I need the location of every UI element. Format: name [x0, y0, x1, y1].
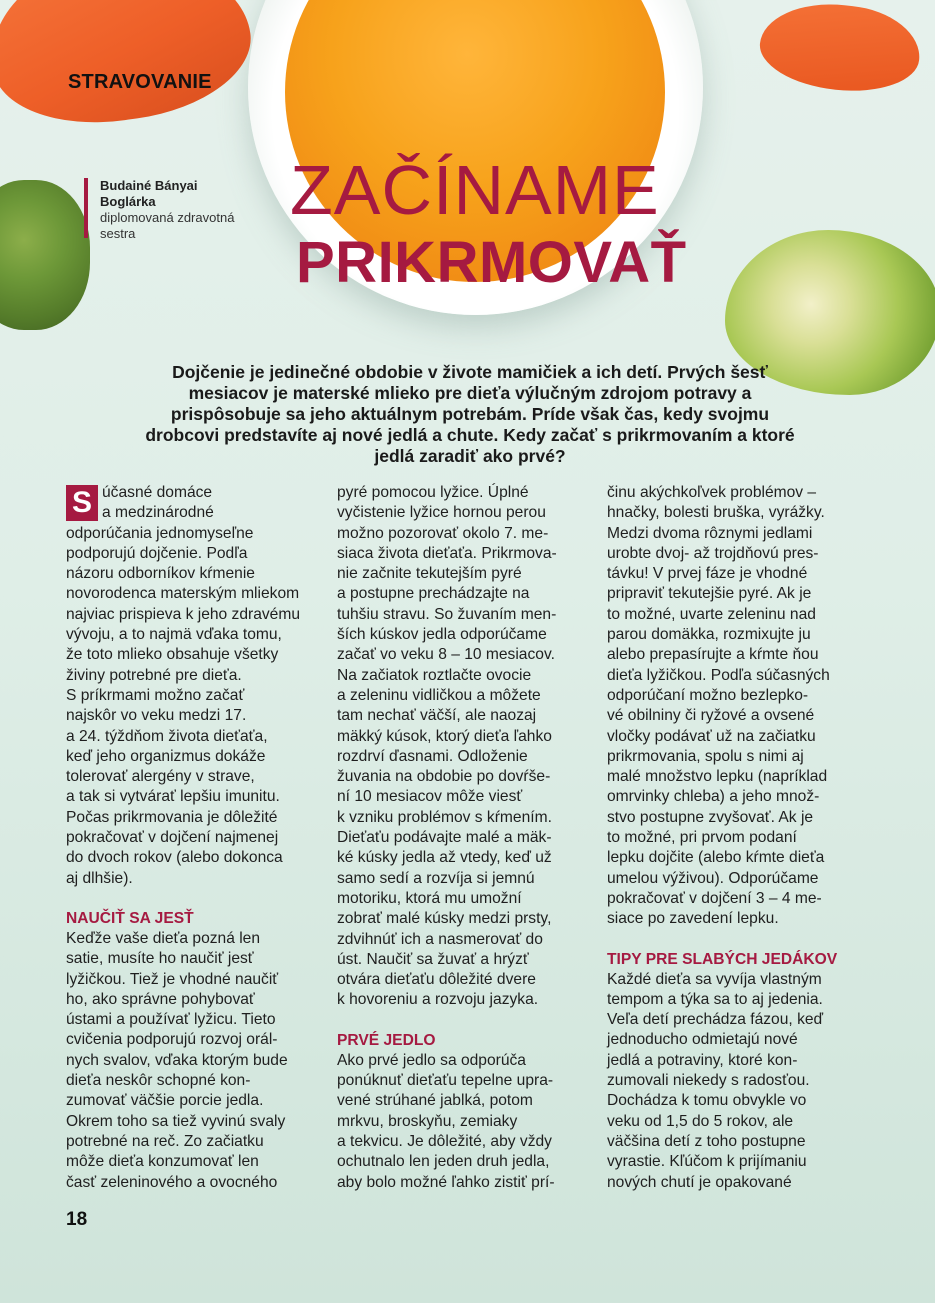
author-role: diplomovaná zdravotná sestra [100, 210, 235, 241]
intro-paragraph-block [66, 483, 324, 889]
subhead-tips-picky-eaters: TIPY PRE SLABÝCH JEDÁKOV [607, 950, 838, 968]
article-title-line1: ZAČÍNAME [290, 151, 660, 229]
text-column-2 [337, 483, 595, 1193]
body-paragraph: pyré pomocou lyžice. Úplné vyčistenie lyžice hornou perou možno pozorovať okolo 7. me- siaca života dieťaťa. Prikrmova- nie začnite tekutejším pyré a postupne prechádzajte na tuhšiu stravu. So žuvaním men- ších kúskov jedla odporúčame začať vo veku 8 – 10 mesiacov. Na začiatok roztlačte ovocie a zeleninu vidličkou a môžete tam nechať väčší, ale naozaj mäkký kúsok, ktorý dieťa ľahko rozdrví ďasnami. Odloženie žuvania na obdobie po dovŕše- ní 10 mesiacov môže viesť k vzniku problémov s kŕmením. Dieťaťu podávajte malé a mäk- ké kúsky jedla až vtedy, keď už samo sedí a rozvíja si jemnú motoriku, ktorá mu umožní zobrať malé kúsky medzi prsty, zdvihnúť ich a nasmerovať do úst. Naučiť sa žuvať a hrýzť otvára dieťaťu dôležité dvere k hovoreniu a rozvoju jazyka. [337, 484, 557, 1009]
author-name: Budainé Bányai Boglárka [100, 178, 198, 209]
page-number: 18 [66, 1209, 88, 1230]
lead-paragraph: Dojčenie je jedinečné obdobie v živote mamičiek a ich detí. Prvých šesť mesiacov je materské mlieko pre dieťa výlučným zdrojom potravy a prispôsobuje sa jeho aktuálnym potrebám. Príde však čas, kedy svojmu drobcovi predstavíte aj nové jedlá a chute. Kedy začať s prikrmovaním a ktoré jedlá zaradiť ako prvé? [145, 362, 795, 466]
drop-cap: S [66, 485, 98, 521]
intro-paragraph: účasné domáce a medzinárodné odporúčania jednomyseľne podporujú dojčenie. Podľa názoru odborníkov kŕmenie novorodenca materským mliekom najviac prispieva k jeho zdravému vývoju, a to najmä vďaka tomu, že toto mlieko obsahuje všetky živiny potrebné pre dieťa. S príkrmami možno začať najskôr vo veku medzi 17. a 24. týždňom života dieťaťa, keď jeho organizmus dokáže tolerovať alergény v strave, a tak si vytvárať lepšiu imunitu. Počas prikrmovania je dôležité pokračovať v dojčení najmenej do dvoch rokov (alebo dokonca aj dlhšie). [66, 484, 301, 887]
body-paragraph: činu akýchkoľvek problémov – hnačky, bolesti bruška, vyrážky. Medzi dvoma rôznymi jedlami urobte dvoj- až trojdňovú pres- távku! V prvej fáze je vhodné pripraviť tekutejšie pyré. Ak je to možné, uvarte zeleninu nad parou domäkka, rozmixujte ju alebo prepasírujte a kŕmte ňou dieťa lyžičkou. Podľa súčasných odporúčaní možno bezlepko- vé obilniny či ryžové a ovsené vločky podávať už na začiatku prikrmovania, spolu s nimi aj malé množstvo lepku (napríklad omrvinky chleba) a jeho množ- stvo postupne zvyšovať. Ak je to možné, pri prvom podaní lepku dojčite (alebo kŕmte dieťa umelou výživou). Odporúčame pokračovať v dojčení 3 – 4 me- siace po zavedení lepku. [607, 484, 830, 928]
text-column-1 [66, 483, 324, 1193]
body-paragraph: Keďže vaše dieťa pozná len satie, musíte ho naučiť jesť lyžičkou. Tiež je vhodné naučiť ho, ako správne pohybovať ústami a používať lyžicu. Tieto cvičenia podporujú rozvoj orál- nych svalov, vďaka ktorým bude dieťa neskôr schopné kon- zumovať väčšie porcie jedla. Okrem toho sa tiež vyvinú svaly potrebné na reč. Zo začiatku môže dieťa konzumovať len časť zeleninového a ovocného [66, 929, 288, 1191]
body-paragraph: Každé dieťa sa vyvíja vlastným tempom a týka sa to aj jedenia. Veľa detí prechádza fázou, keď jednoducho odmietajú nové jedlá a potraviny, ktoré kon- zumovali niekedy s radosťou. Dochádza k tomu obvykle vo veku od 1,5 do 5 rokov, ale väčšina detí z toho postupne vyrastie. Kľúčom k prijímaniu nových chutí je opakované [607, 970, 824, 1191]
author-accent-bar [84, 178, 88, 238]
section-label: STRAVOVANIE [68, 71, 212, 93]
text-column-3 [607, 483, 875, 1193]
subhead-learn-to-eat: NAUČIŤ SA JESŤ [66, 909, 194, 927]
article-title-line2: PRIKRMOVAŤ [296, 230, 687, 295]
subhead-first-food: PRVÉ JEDLO [337, 1031, 436, 1049]
carrot-image-right [756, 0, 924, 98]
broccoli-image [0, 180, 90, 330]
body-paragraph: Ako prvé jedlo sa odporúča ponúknuť dieťaťu tepelne upra- vené strúhané jablká, potom mrkvu, broskyňu, zemiaky a tekvicu. Je dôležité, aby vždy ochutnalo len jeden druh jedla, aby bolo možné ľahko zistiť prí- [337, 1051, 555, 1191]
carrot-image-left [0, 0, 260, 137]
